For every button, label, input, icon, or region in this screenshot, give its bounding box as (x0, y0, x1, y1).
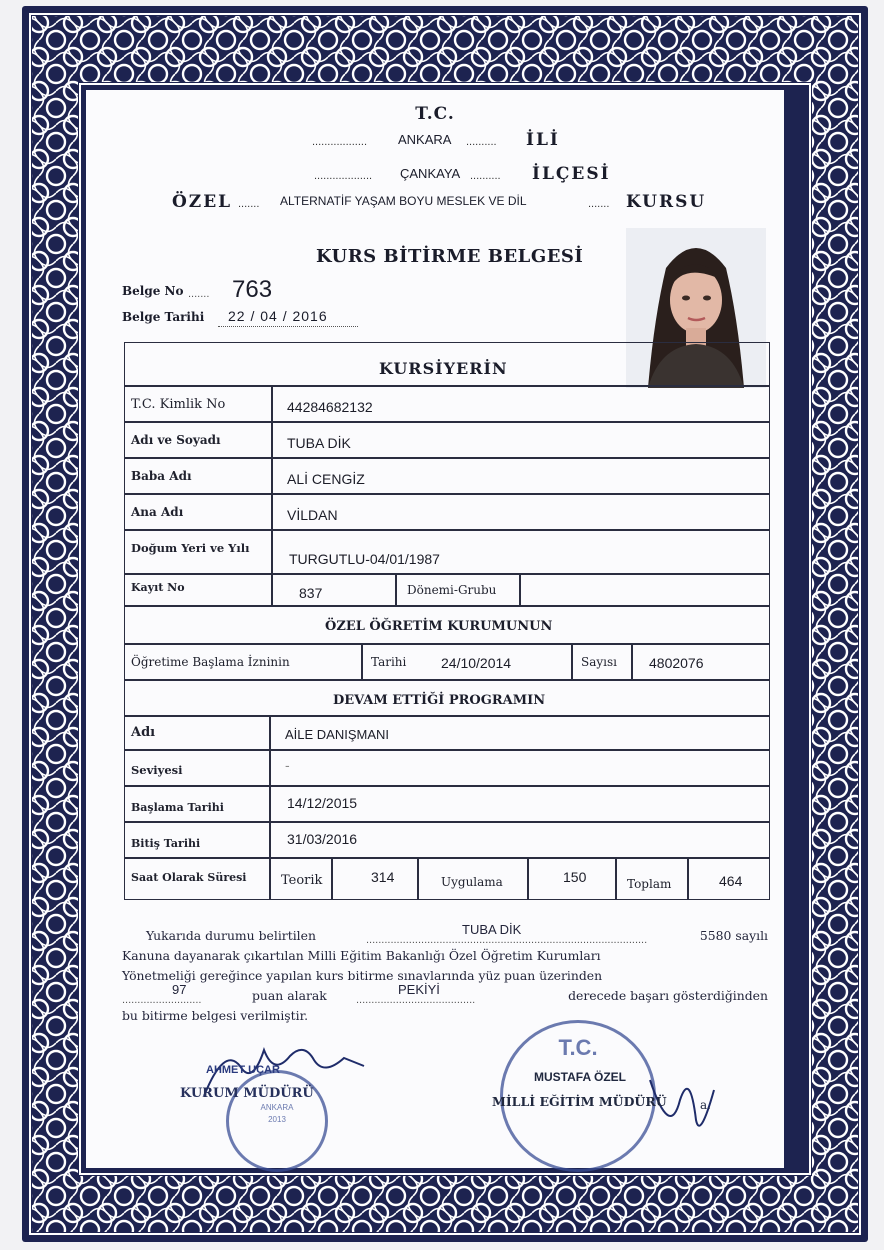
toplam-label-cell: Toplam (616, 858, 688, 900)
program-adi-value-cell: AİLE DANIŞMANI (270, 716, 770, 750)
teorik-value-cell: 314 (332, 858, 418, 900)
program-adi-label-cell: Adı (124, 716, 270, 750)
il-value: ANKARA (398, 132, 452, 147)
statement-puan: 97 (172, 982, 187, 997)
teorik-label-cell: Teorik (270, 858, 332, 900)
kurs-line: ÖZEL ....... ALTERNATİF YAŞAM BOYU MESLEK VE DİL ....... KURSU (172, 192, 707, 212)
kurum-title: ÖZEL ÖĞRETİM KURUMUNUN (325, 619, 553, 634)
certificate-paper (86, 90, 784, 1168)
donem-label-cell: Dönemi-Grubu (396, 574, 520, 606)
toplam-value-cell: 464 (688, 858, 770, 900)
saat-label-cell: Saat Olarak Süresi (124, 858, 270, 900)
baslama-value-cell: 14/12/2015 (270, 786, 770, 822)
baba-adi-value-cell: ALİ CENGİZ (272, 458, 770, 494)
belge-tarih-row (122, 306, 402, 330)
tc-kimlik-label-cell: T.C. Kimlik No (124, 386, 272, 422)
seviye-value-cell: - (270, 750, 770, 786)
left-signer-title: KURUM MÜDÜRÜ (180, 1086, 314, 1101)
right-signer-title: MİLLİ EĞİTİM MÜDÜRÜ (492, 1094, 667, 1109)
left-signer-name: AHMET UÇAR (206, 1064, 280, 1076)
left-stamp: ANKARA 2013 (226, 1070, 328, 1172)
statement-line1-post: 5580 sayılı (699, 928, 768, 943)
ad-soyad-value-cell: TUBA DİK (272, 422, 770, 458)
ilce-value: ÇANKAYA (400, 166, 461, 181)
ana-adi-label-cell: Ana Adı (124, 494, 272, 530)
statement-line5: bu bitirme belgesi verilmiştir. (122, 1008, 309, 1023)
uygulama-value-cell: 150 (528, 858, 616, 900)
ad-soyad-label-cell: Adı ve Soyadı (124, 422, 272, 458)
ozel-label: ÖZEL (172, 192, 233, 212)
uygulama-label-cell: Uygulama (418, 858, 528, 900)
bitis-value-cell: 31/03/2016 (270, 822, 770, 858)
belge-no-value: 763 (232, 276, 273, 303)
right-signer-suffix: a. (700, 1098, 711, 1112)
il-line: .................. ANKARA .......... İLİ (312, 130, 560, 150)
belge-no-label: Belge No (122, 284, 184, 298)
seviye-label-cell: Seviyesi (124, 750, 270, 786)
left-signature-block (174, 1036, 354, 1166)
dogum-value-cell: TURGUTLU-04/01/1987 (272, 530, 770, 574)
statement-line2: Kanuna dayanarak çıkartılan Milli Eğitim Bakanlığı Özel Öğretim Kurumları (122, 948, 601, 963)
kursu-label: KURSU (626, 192, 707, 212)
tc-heading: T.C. (415, 104, 455, 124)
ana-adi-value-cell: VİLDAN (272, 494, 770, 530)
donem-value-cell (520, 574, 770, 606)
bitis-label-cell: Bitiş Tarihi (124, 822, 270, 858)
statement-derece: PEKİYİ (398, 982, 440, 997)
tc-kimlik-value-cell: 44284682132 (272, 386, 770, 422)
kayit-value-cell: 837 (272, 574, 396, 606)
statement-puan-text: puan alarak (252, 988, 327, 1003)
statement-paragraph: Yukarıda durumu belirtilen ............................................................................................ TUBA DİK 5580 sayılı Kanuna dayanarak çıkartılan Milli Eğitim Bakanlığı Özel Öğretim Kurumları Yönetmeliği gereğince yapılan kurs bitirme sınavlarında yüz puan üzerinden .......................... 97 puan alarak ....................................... PEKİYİ derecede başarı gösterdiğinden bu bitirme belgesi verilmiştir. (122, 926, 768, 1026)
program-title: DEVAM ETTİĞİ PROGRAMIN (333, 693, 546, 708)
kurum-header (124, 606, 770, 644)
statement-line1-pre: Yukarıda durumu belirtilen (146, 928, 316, 943)
kurs-name: ALTERNATİF YAŞAM BOYU MESLEK VE DİL (280, 194, 527, 208)
right-signer-name: MUSTAFA ÖZEL (534, 1070, 626, 1084)
kursiyer-title: KURSİYERİN (379, 359, 508, 378)
kursiyer-header (124, 342, 770, 386)
belge-tarih-label: Belge Tarihi (122, 310, 205, 324)
statement-line3: Yönetmeliği gereğince yapılan kurs bitirme sınavlarında yüz puan üzerinden (122, 968, 603, 983)
izin-tarih-cell: Tarihi 24/10/2014 (362, 644, 572, 680)
belge-no-row: Belge No ....... 763 (122, 276, 273, 303)
ilce-line: ................... ÇANKAYA .......... İLÇESİ (314, 164, 611, 184)
statement-line4-post: derecede başarı gösterdiğinden (568, 988, 768, 1003)
baba-adi-label-cell: Baba Adı (124, 458, 272, 494)
belge-tarih-value: 22 / 04 / 2016 (228, 308, 328, 324)
izin-label-cell: Öğretime Başlama İzninin (124, 644, 362, 680)
ilce-label: İLÇESİ (532, 164, 611, 184)
statement-name: TUBA DİK (462, 922, 522, 937)
certificate-title: KURS BİTİRME BELGESİ (316, 246, 584, 267)
izin-sayi-label-cell: Sayısı (572, 644, 632, 680)
program-header (124, 680, 770, 716)
dogum-label-cell: Doğum Yeri ve Yılı (124, 530, 272, 574)
il-label: İLİ (526, 130, 560, 150)
kayit-label-cell: Kayıt No (124, 574, 272, 606)
right-signature-block (490, 1020, 750, 1170)
right-stamp: T.C. (500, 1020, 656, 1172)
izin-sayi-value-cell: 4802076 (632, 644, 770, 680)
baslama-label-cell: Başlama Tarihi (124, 786, 270, 822)
